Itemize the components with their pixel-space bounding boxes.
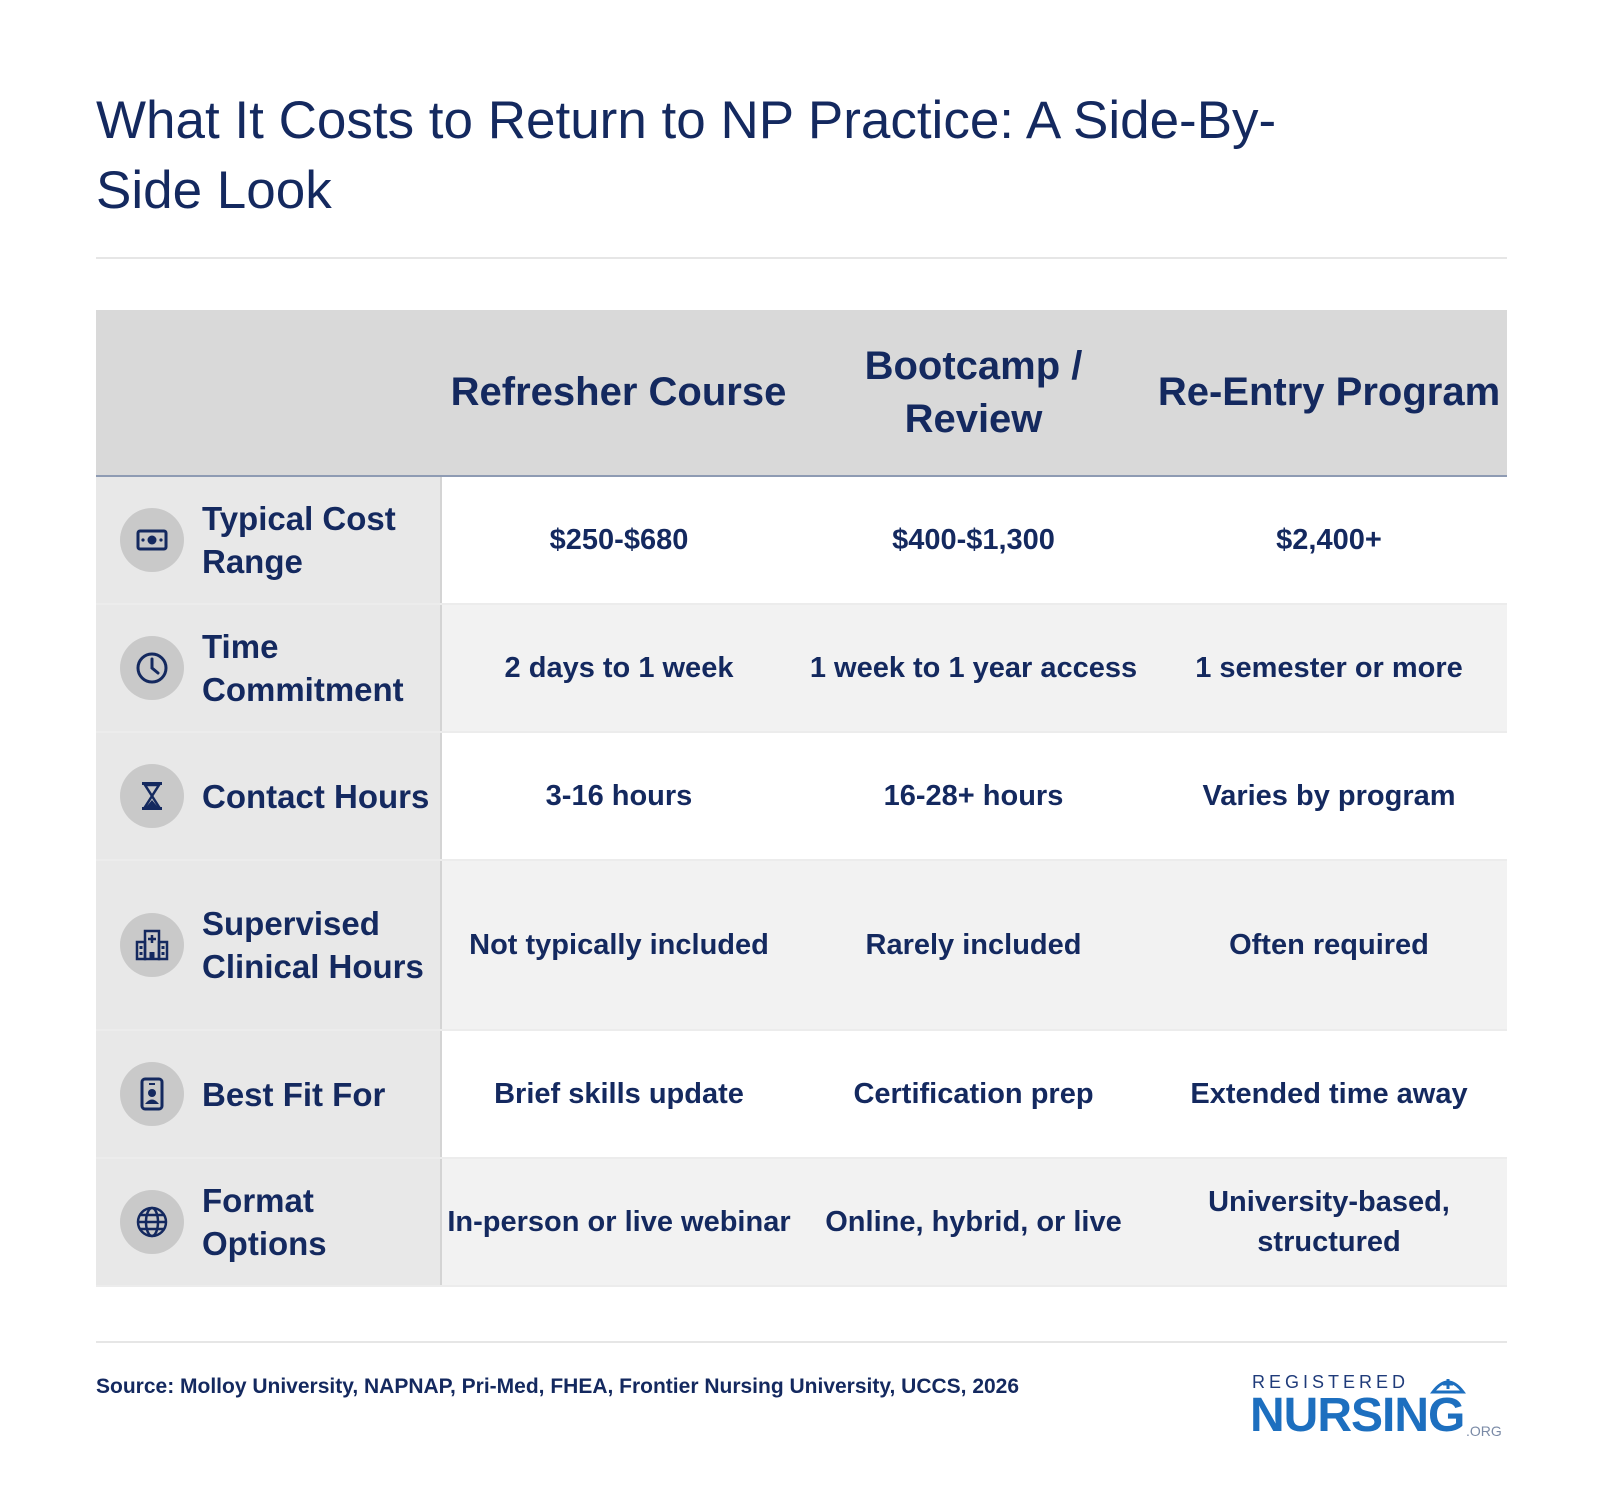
cell-bootcamp: $400-$1,300 xyxy=(796,476,1151,604)
id-badge-icon xyxy=(120,1062,184,1126)
cell-refresher: 3-16 hours xyxy=(441,732,796,860)
row-label: Supervised Clinical Hours xyxy=(202,905,424,985)
hourglass-icon xyxy=(120,764,184,828)
cell-refresher: In-person or live webinar xyxy=(441,1158,796,1286)
table-header-row xyxy=(96,310,1507,476)
row-label-cell xyxy=(96,604,441,732)
row-label-cell xyxy=(96,1158,441,1286)
row-label: Format Options xyxy=(202,1182,327,1262)
cell-reentry: Extended time away xyxy=(1151,1030,1507,1158)
page-title: What It Costs to Return to NP Practice: A Side-By-Side Look xyxy=(96,91,1277,220)
table-row xyxy=(96,732,1507,860)
table-row xyxy=(96,1158,1507,1286)
footer-divider xyxy=(96,1341,1507,1343)
row-label-cell xyxy=(96,860,441,1030)
money-bill-icon xyxy=(120,508,184,572)
clock-icon xyxy=(120,636,184,700)
cell-bootcamp: Rarely included xyxy=(796,860,1151,1030)
comparison-table xyxy=(96,310,1507,1287)
row-label: Best Fit For xyxy=(202,1075,386,1113)
cell-bootcamp: 1 week to 1 year access xyxy=(796,604,1151,732)
logo-main-text: NURSING xyxy=(1250,1389,1465,1442)
logo-suffix-text: .ORG xyxy=(1466,1423,1502,1439)
cell-bootcamp: Certification prep xyxy=(796,1030,1151,1158)
row-label-cell xyxy=(96,476,441,604)
table-row xyxy=(96,860,1507,1030)
title-divider xyxy=(96,257,1507,259)
row-label-cell xyxy=(96,732,441,860)
header-empty-cell xyxy=(96,310,441,476)
cell-refresher: 2 days to 1 week xyxy=(441,604,796,732)
cell-reentry: $2,400+ xyxy=(1151,476,1507,604)
column-header-reentry: Re-Entry Program xyxy=(1151,310,1507,476)
globe-icon xyxy=(120,1190,184,1254)
table-row xyxy=(96,1030,1507,1158)
logo-top-text: REGISTERED xyxy=(1252,1372,1410,1392)
cell-refresher: Brief skills update xyxy=(441,1030,796,1158)
cell-reentry: University-based, structured xyxy=(1151,1158,1507,1286)
cell-reentry: 1 semester or more xyxy=(1151,604,1507,732)
column-header-bootcamp: Bootcamp / Review xyxy=(796,310,1151,476)
cell-refresher: Not typically included xyxy=(441,860,796,1030)
row-label: Typical Cost Range xyxy=(202,500,396,580)
cell-reentry: Varies by program xyxy=(1151,732,1507,860)
table-row xyxy=(96,476,1507,604)
registered-nursing-logo xyxy=(1250,1372,1510,1442)
source-note: Source: Molloy University, NAPNAP, Pri-Med, FHEA, Frontier Nursing University, UCCS, 2026 xyxy=(96,1375,1020,1398)
column-header-refresher: Refresher Course xyxy=(441,310,796,476)
cell-refresher: $250-$680 xyxy=(441,476,796,604)
cell-reentry: Often required xyxy=(1151,860,1507,1030)
hospital-icon xyxy=(120,913,184,977)
row-label: Contact Hours xyxy=(202,777,430,815)
cell-bootcamp: Online, hybrid, or live xyxy=(796,1158,1151,1286)
row-label-cell xyxy=(96,1030,441,1158)
row-label: Time Commitment xyxy=(202,628,404,708)
table-row xyxy=(96,604,1507,732)
cell-bootcamp: 16-28+ hours xyxy=(796,732,1151,860)
